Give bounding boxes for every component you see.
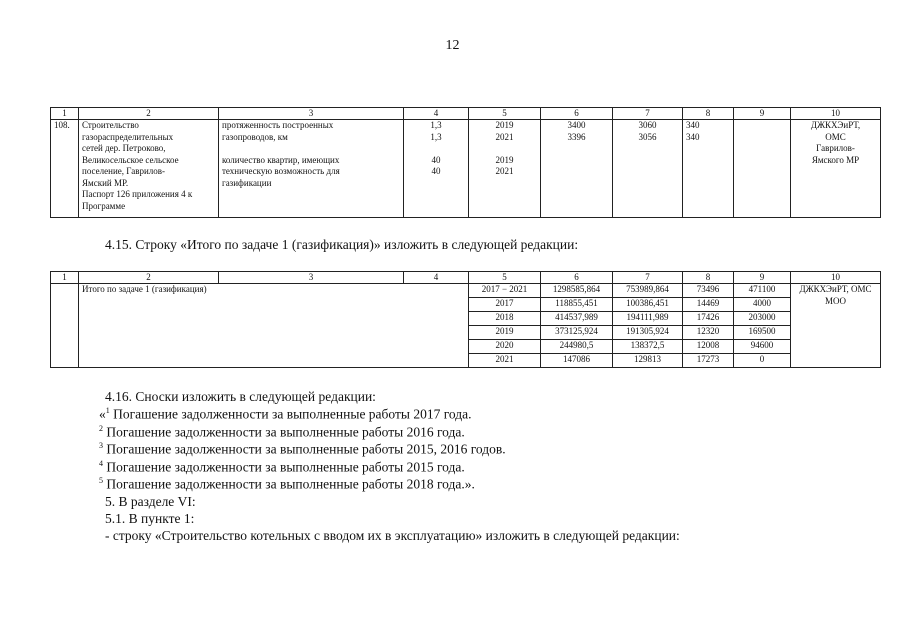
header-cell: 1 <box>51 108 79 120</box>
total-label-cell: Итого по задаче 1 (газификация) <box>79 284 469 368</box>
year-cell: 2019 <box>469 326 541 340</box>
header-cell: 3 <box>219 272 404 284</box>
paragraph-4-16: 4.16. Сноски изложить в следующей редакции: <box>105 389 376 404</box>
source-cell: 94600 <box>734 340 791 354</box>
source-cell: 17426 <box>683 312 734 326</box>
footnote-marker: 1 <box>105 406 110 415</box>
footnote-marker: 5 <box>99 476 103 485</box>
header-cell: 6 <box>541 108 613 120</box>
footnote-text: Погашение задолженности за выполненные работы 2016 года. <box>103 424 465 439</box>
footnote-item <box>99 424 465 441</box>
table-row <box>51 284 881 298</box>
cell-line: 340 <box>686 131 700 142</box>
footnote-item <box>99 476 475 493</box>
table-row <box>51 120 881 218</box>
cell-line: Ямского МР <box>811 154 860 165</box>
source-cell <box>734 120 791 218</box>
row-number: 108. <box>51 120 79 218</box>
year-cell: 2021 <box>469 354 541 368</box>
indicator-value-cell <box>404 120 469 218</box>
footnote-prefix: « <box>99 406 106 422</box>
cell-line: ОМС <box>825 131 846 142</box>
header-cell: 5 <box>469 108 541 120</box>
source-cell: 203000 <box>734 312 791 326</box>
cell-line: 3056 <box>638 131 657 142</box>
header-cell: 9 <box>734 108 791 120</box>
cell-line: 2021 <box>495 166 514 176</box>
responsible-cell: ДЖКХЭиРТ, ОМС МОО <box>791 284 881 368</box>
cell-line <box>407 143 465 155</box>
header-cell: 2 <box>79 272 219 284</box>
cell-line: газораспределительных <box>82 131 174 142</box>
cell-line: 3396 <box>567 131 586 142</box>
source-cell <box>683 120 734 218</box>
source-cell: 12320 <box>683 326 734 340</box>
source-cell: 17273 <box>683 354 734 368</box>
year-cell: 2017 − 2021 <box>469 284 541 298</box>
footnote-text: Погашение задолженности за выполненные работы 2015, 2016 годов. <box>103 441 506 457</box>
cell-line: 3400 <box>567 120 586 130</box>
paragraph-4-15: 4.15. Строку «Итого по задаче 1 (газификация)» изложить в следующей редакции: <box>105 237 579 252</box>
cell-line: Великосельское сельское <box>82 154 179 165</box>
source-cell: 129813 <box>613 354 683 368</box>
table-header-row <box>51 272 881 284</box>
cell-line <box>472 143 537 155</box>
year-cell: 2020 <box>469 340 541 354</box>
paragraph-5-1-item: - строку «Строительство котельных с вводом их в эксплуатацию» изложить в следующей редакции: <box>105 528 680 543</box>
cell-line: протяженность построенных <box>222 120 334 130</box>
total-cell: 147086 <box>541 354 613 368</box>
cell-line: 340 <box>686 120 700 130</box>
source-cell: 14469 <box>683 298 734 312</box>
footnote-text: Погашение задолженности за выполненные работы 2015 года. <box>103 459 465 474</box>
header-cell: 8 <box>683 272 734 284</box>
year-cell: 2017 <box>469 298 541 312</box>
header-cell: 7 <box>613 108 683 120</box>
footnote-marker: 3 <box>99 441 103 450</box>
cell-line: Гаврилов- <box>816 143 855 153</box>
cell-line: поселение, Гаврилов- <box>82 166 166 176</box>
source-cell: 753989,864 <box>613 284 683 298</box>
header-cell: 7 <box>613 272 683 284</box>
table-header-row <box>51 108 881 120</box>
source-cell: 194111,989 <box>613 312 683 326</box>
header-cell: 2 <box>79 108 219 120</box>
source-cell: 73496 <box>683 284 734 298</box>
paragraph-5: 5. В разделе VI: <box>105 494 196 509</box>
footnote-item <box>99 441 506 458</box>
source-cell: 0 <box>734 354 791 368</box>
header-cell: 1 <box>51 272 79 284</box>
source-cell: 12008 <box>683 340 734 354</box>
cell-line: сетей дер. Петроково, <box>82 143 166 153</box>
cell-line: 3060 <box>638 120 657 130</box>
cell-line: Паспорт 126 приложения 4 к <box>82 189 193 199</box>
cell-line: 40 <box>431 154 441 165</box>
cell-line: 1,3 <box>430 120 442 130</box>
source-cell: 169500 <box>734 326 791 340</box>
header-cell: 9 <box>734 272 791 284</box>
source-cell: 4000 <box>734 298 791 312</box>
indicator-cell <box>219 120 404 218</box>
responsible-cell <box>791 120 881 218</box>
total-cell <box>541 120 613 218</box>
footnote-text: Погашение задолженности за выполненные работы 2018 года.». <box>103 476 475 492</box>
header-cell: 3 <box>219 108 404 120</box>
cell-line: 2019 <box>495 154 514 165</box>
table-object-108 <box>50 107 881 218</box>
cell-line: количество квартир, имеющих <box>222 154 340 165</box>
footnote-item <box>99 406 472 423</box>
footnote-marker: 4 <box>99 458 103 468</box>
header-cell: 5 <box>469 272 541 284</box>
total-cell: 373125,924 <box>541 326 613 340</box>
cell-line: 2021 <box>495 131 514 142</box>
cell-line: 1,3 <box>430 131 442 142</box>
source-cell <box>613 120 683 218</box>
cell-line: Строительство <box>82 120 139 130</box>
year-cell: 2018 <box>469 312 541 326</box>
total-cell: 1298585,864 <box>541 284 613 298</box>
paragraph-5-1: 5.1. В пункте 1: <box>105 511 195 526</box>
object-name-cell <box>79 120 219 218</box>
source-cell: 100386,451 <box>613 298 683 312</box>
cell-line <box>222 143 400 155</box>
total-cell: 118855,451 <box>541 298 613 312</box>
source-cell: 191305,924 <box>613 326 683 340</box>
cell-line: 40 <box>431 166 441 176</box>
cell-line: ДЖКХЭиРТ, <box>810 120 861 130</box>
cell-line: 2019 <box>495 120 514 130</box>
footnote-marker: 2 <box>99 423 103 433</box>
page-number: 12 <box>445 38 460 53</box>
header-cell: 6 <box>541 272 613 284</box>
footnote-text: Погашение задолженности за выполненные работы 2017 года. <box>109 406 472 422</box>
cell-line: Ямский МР. <box>82 177 129 188</box>
header-cell: 10 <box>791 108 881 120</box>
header-cell: 8 <box>683 108 734 120</box>
cell-line: техническую возможность для <box>222 166 340 176</box>
source-cell: 138372,5 <box>613 340 683 354</box>
year-cell <box>469 120 541 218</box>
cell-line: газопроводов, км <box>222 131 288 142</box>
header-cell: 10 <box>791 272 881 284</box>
cell-line: газификации <box>222 177 272 188</box>
total-cell: 244980,5 <box>541 340 613 354</box>
source-cell: 471100 <box>734 284 791 298</box>
header-cell: 4 <box>404 272 469 284</box>
header-cell: 4 <box>404 108 469 120</box>
table-total-gasification <box>50 271 881 368</box>
total-cell: 414537,989 <box>541 312 613 326</box>
cell-line: Программе <box>82 200 126 211</box>
footnote-item <box>99 459 465 476</box>
empty-cell <box>51 284 79 368</box>
